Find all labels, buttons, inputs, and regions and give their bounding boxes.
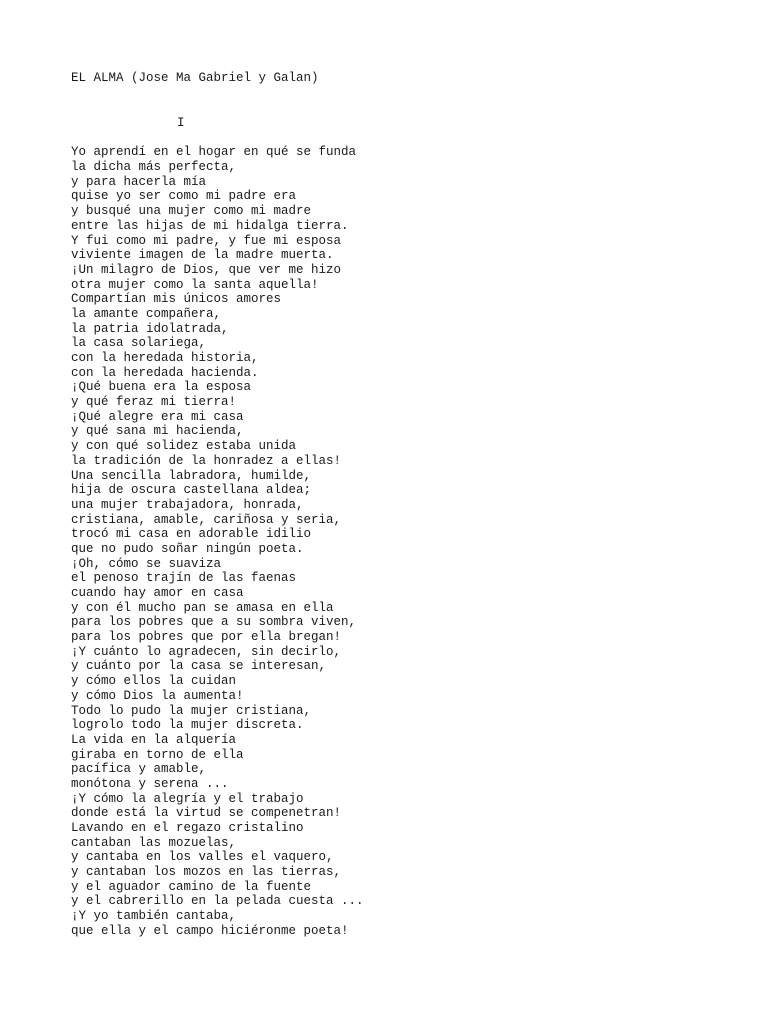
poem-line: y el cabrerillo en la pelada cuesta ... [71,894,364,909]
poem-line: la casa solariega, [71,336,207,351]
poem-line: y cuánto por la casa se interesan, [71,659,327,674]
poem-line: viviente imagen de la madre muerta. [71,248,334,263]
poem-line: ¡Oh, cómo se suaviza [71,556,222,571]
poem-line: y cantaba en los valles el vaquero, [71,850,334,865]
poem-line: ¡Qué alegre era mi casa [71,409,244,424]
poem-line: giraba en torno de ella [71,747,244,762]
poem-line: cantaban las mozuelas, [71,835,237,850]
poem-line: y cantaban los mozos en las tierras, [71,865,342,880]
poem-line: ¡Qué buena era la esposa [71,380,252,395]
poem-line: y el aguador camino de la fuente [71,879,312,894]
poem-line: Compartían mis únicos amores [71,292,282,307]
poem-line: la amante compañera, [71,306,222,321]
poem-line: entre las hijas de mi hidalga tierra. [71,218,349,233]
document-title: EL ALMA (Jose Ma Gabriel y Galan) [71,71,319,85]
poem-line: y cómo ellos la cuidan [71,674,237,689]
poem-line: Y fui como mi padre, y fue mi esposa [71,233,342,248]
poem-line: quise yo ser como mi padre era [71,189,297,204]
poem-line: ¡Y cómo la alegría y el trabajo [71,791,304,806]
poem-line: logrolo todo la mujer discreta. [71,718,304,733]
poem-line: pacífica y amable, [71,762,207,777]
poem-line: y busqué una mujer como mi madre [71,204,312,219]
poem-line: cristiana, amable, cariñosa y seria, [71,512,342,527]
poem-line: y cómo Dios la aumenta! [71,688,244,703]
poem-line: y qué feraz mi tierra! [71,395,237,410]
poem-line: con la heredada historia, [71,351,259,366]
poem-line: que no pudo soñar ningún poeta. [71,541,304,556]
poem-line: monótona y serena ... [71,776,229,791]
poem-line: Yo aprendí en el hogar en qué se funda [71,145,357,160]
section-number: I [177,115,185,130]
poem-line: la tradición de la honradez a ellas! [71,453,342,468]
poem-line: ¡Y yo también cantaba, [71,909,237,924]
poem-line: y con él mucho pan se amasa en ella [71,600,334,615]
poem-line: ¡Un milagro de Dios, que ver me hizo [71,262,342,277]
poem-line: y qué sana mi hacienda, [71,424,244,439]
poem-line: donde está la virtud se compenetran! [71,806,342,821]
poem-line: ¡Y cuánto lo agradecen, sin decirlo, [71,644,342,659]
poem-line: Todo lo pudo la mujer cristiana, [71,703,312,718]
poem-line: La vida en la alquería [71,732,237,747]
poem-line: una mujer trabajadora, honrada, [71,497,304,512]
poem-line: el penoso trajín de las faenas [71,571,297,586]
poem-line: trocó mi casa en adorable idilio [71,527,312,542]
poem-line: y para hacerla mía [71,174,207,189]
poem-line: Una sencilla labradora, humilde, [71,468,312,483]
poem-body [71,145,731,938]
poem-line: y con qué solidez estaba unida [71,439,297,454]
poem-line: otra mujer como la santa aquella! [71,277,319,292]
poem-line: hija de oscura castellana aldea; [71,483,312,498]
poem-line: cuando hay amor en casa [71,586,244,601]
poem-line: Lavando en el regazo cristalino [71,821,304,836]
poem-line: con la heredada hacienda. [71,365,259,380]
poem-line: la patria idolatrada, [71,321,229,336]
poem-line: que ella y el campo hiciéronme poeta! [71,923,349,938]
document-page [71,71,731,939]
poem-line: para los pobres que a su sombra viven, [71,615,357,630]
poem-line: la dicha más perfecta, [71,160,237,175]
poem-line: para los pobres que por ella bregan! [71,630,342,645]
